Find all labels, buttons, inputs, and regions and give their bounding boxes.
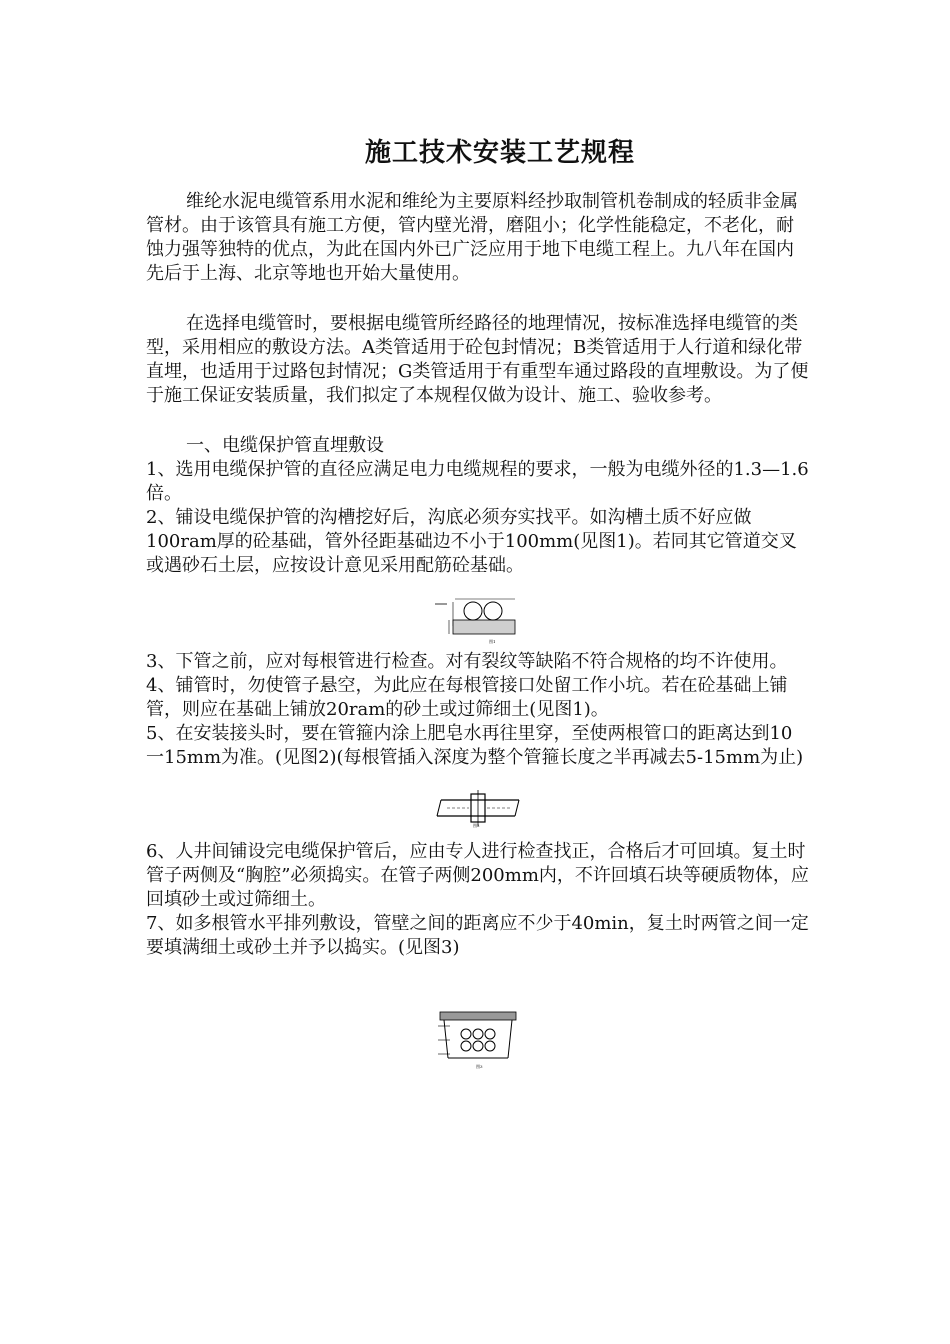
section-heading: 一、电缆保护管直埋敷设 [186, 435, 384, 456]
figure-2-caption: 图2 [473, 823, 480, 828]
figure-1-pipe-base-diagram [433, 596, 523, 644]
list-item-4: 4、铺管时，勿使管子悬空，为此应在每根管接口处留工作小坑。若在砼基础上铺管，则应在基础上铺放20ram的砂土或过筛细土(见图1)。 [146, 675, 788, 720]
intro-paragraph-2: 在选择电缆管时，要根据电缆管所经路径的地理情况，按标准选择电缆管的类型，采用相应的敷设方法。A类管适用于砼包封情况；B类管适用于人行道和绿化带直埋，也适用于过路包封情况；G类管适用于有重型车通过路段的直埋敷设。为了便于施工保证安装质量，我们拟定了本规程仅做为设计、施工、验收参考。 [146, 313, 809, 406]
figure-2-pipe-joint-diagram [433, 788, 523, 828]
list-item-3: 3、下管之前，应对每根管进行检查。对有裂纹等缺陷不符合规格的均不许使用。 [146, 651, 788, 672]
document-body [146, 190, 810, 1070]
list-item-2: 2、铺设电缆保护管的沟槽挖好后，沟底必须夯实找平。如沟槽土质不好应做100ram厚的砼基础，管外径距基础边不小于100mm(见图1)。若同其它管道交叉或遇砂石土层，应按设计意见采用配筋砼基础。 [146, 507, 797, 576]
list-item-5: 5、在安装接头时，要在管箍内涂上肥皂水再往里穿，至使两根管口的距离达到10一15mm为准。(见图2)(每根管插入深度为整个管箍长度之半再减去5-15mm为止) [146, 723, 804, 768]
figure-3-multi-pipe-trench-diagram [436, 1010, 520, 1070]
figure-1-caption: 图1 [489, 639, 496, 644]
list-item-7: 7、如多根管水平排列敷设，管壁之间的距离应不少于40min，复土时两管之间一定要填满细土或砂土并予以捣实。(见图3) [146, 913, 809, 958]
list-item-1: 1、选用电缆保护管的直径应满足电力电缆规程的要求，一般为电缆外径的1.3—1.6倍。 [146, 459, 809, 504]
list-item-6: 6、人井间铺设完电缆保护管后，应由专人进行检查找正，合格后才可回填。复土时管子两侧及“胸腔”必须捣实。在管子两侧200mm内，不许回填石块等硬质物体，应回填砂土或过筛细土。 [146, 841, 809, 910]
page-title: 施工技术安装工艺规程 [364, 138, 635, 168]
intro-paragraph-1: 维纶水泥电缆管系用水泥和维纶为主要原料经抄取制管机卷制成的轻质非金属管材。由于该管具有施工方便，管内壁光滑，磨阻小；化学性能稳定，不老化，耐蚀力强等独特的优点，为此在国内外已广泛应用于地下电缆工程上。九八年在国内先后于上海、北京等地也开始大量使用。 [146, 191, 798, 284]
figure-3-caption: 图3 [476, 1064, 483, 1069]
